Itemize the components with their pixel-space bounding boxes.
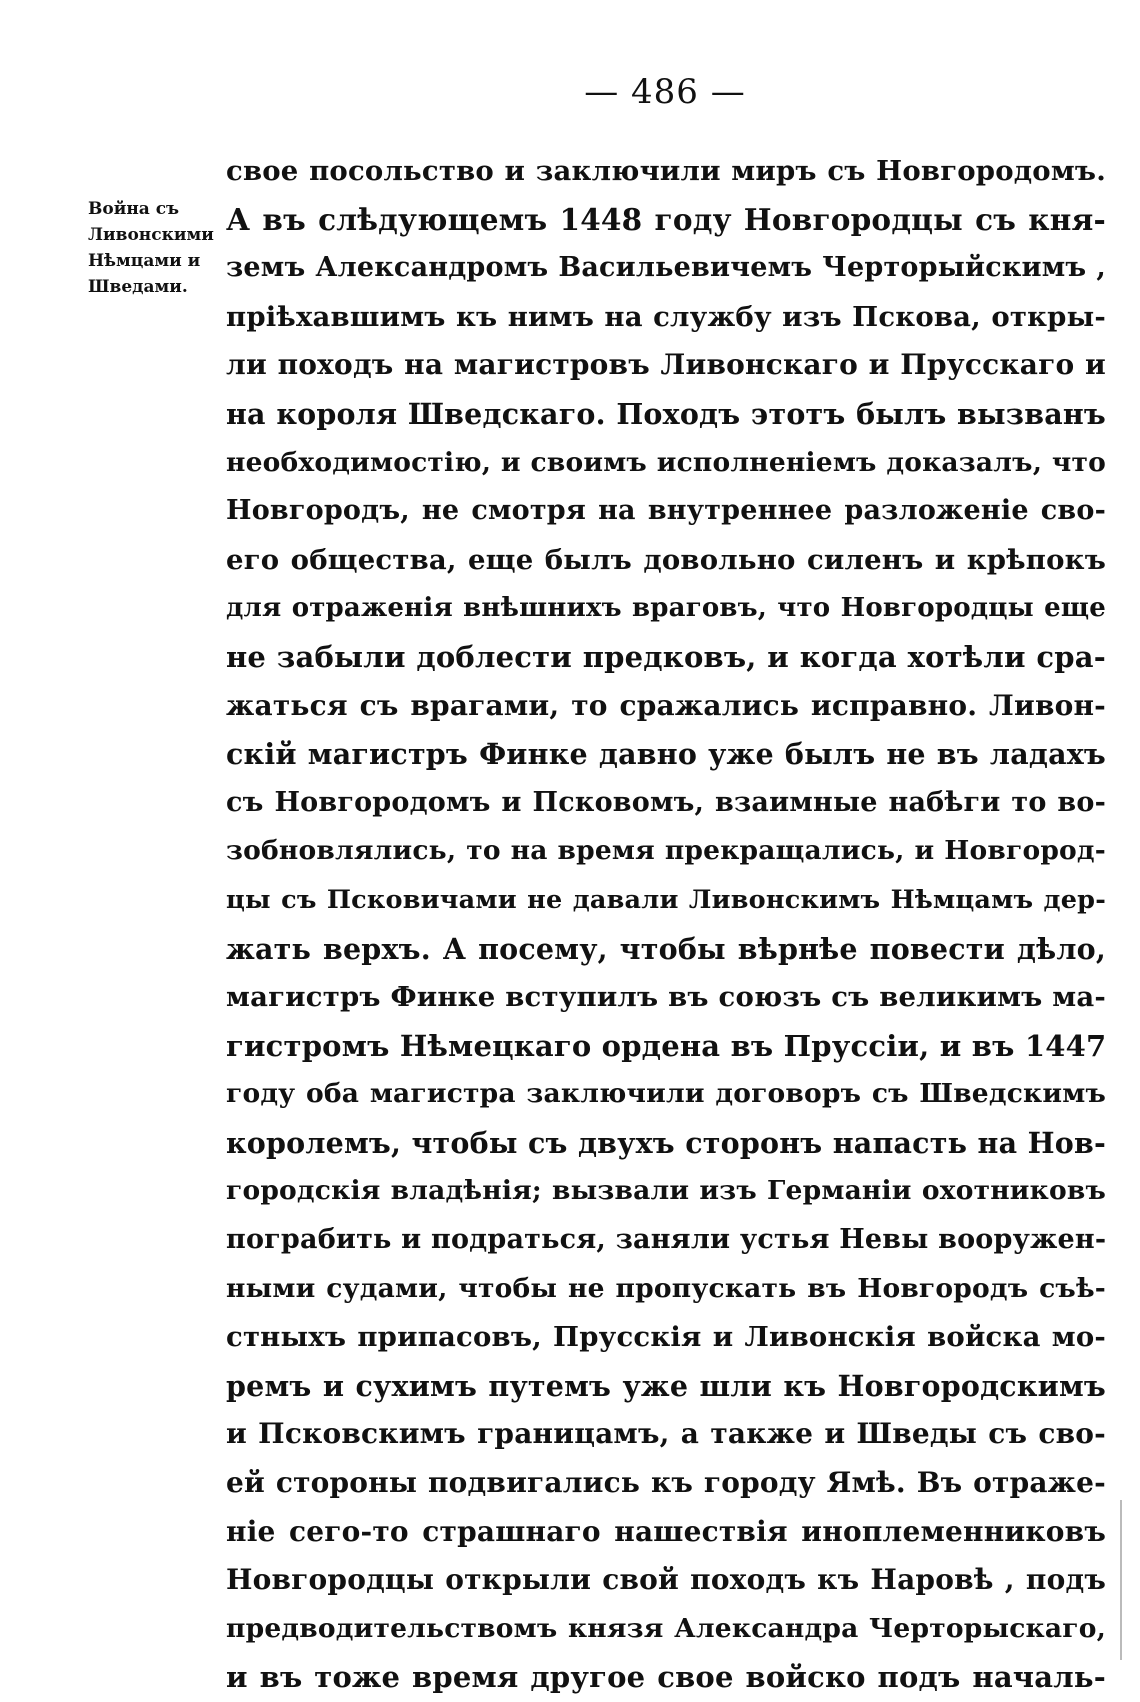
marginal-note-line: Ливонскими <box>88 225 214 245</box>
text-line: предводительствомъ князя Александра Черторыскаго, <box>226 1612 1106 1644</box>
text-line: пріѣхавшимъ къ нимъ на службу изъ Пскова, откры- <box>226 300 1106 333</box>
marginal-note-line: Нѣмцами и <box>88 251 201 271</box>
text-line: королемъ, чтобы съ двухъ сторонъ напасть на Нов- <box>226 1125 1106 1160</box>
page-number: — 486 — <box>584 72 746 112</box>
text-line: городскія владѣнія; вызвали изъ Германіи охотниковъ <box>226 1175 1106 1207</box>
marginal-note <box>88 196 238 300</box>
text-line: ли походъ на магистровъ Ливонскаго и Прусскаго и <box>226 348 1106 382</box>
text-line: земъ Александромъ Васильевичемъ Черторыйскимъ , <box>226 252 1106 284</box>
text-line: жать верхъ. А посему, чтобы вѣрнѣе повести дѣло, <box>226 931 1106 966</box>
text-line: пограбить и подраться, заняли устья Невы вооружен- <box>226 1224 1107 1256</box>
text-line: гистромъ Нѣмецкаго ордена въ Пруссіи, и въ 1447 <box>226 1028 1107 1063</box>
text-line: скій магистръ Финке давно уже былъ не въ ладахъ <box>226 737 1106 772</box>
text-line: Новгородъ, не смотря на внутреннее разложеніе сво- <box>226 495 1106 527</box>
text-line: магистръ Финке вступилъ въ союзъ съ великимъ ма- <box>226 981 1106 1014</box>
text-line: его общества, еще былъ довольно силенъ и крѣпокъ <box>226 543 1106 576</box>
text-line: зобновлялись, то на время прекращались, и Новгород- <box>226 835 1106 867</box>
text-line: съ Новгородомъ и Псковомъ, взаимные набѣги то во- <box>226 786 1106 818</box>
body-text <box>226 147 1106 1702</box>
marginal-note-line: Шведами. <box>88 277 188 297</box>
text-line: цы съ Псковичами не давали Ливонскимъ Нѣмцамъ дер- <box>226 884 1106 915</box>
text-line: и въ тоже время другое свое войско подъ началь- <box>226 1660 1106 1695</box>
text-line: ными судами, чтобы не пропускать въ Новгородъ съѣ- <box>226 1272 1106 1304</box>
text-line: необходимостію, и своимъ исполненіемъ доказалъ, что <box>226 446 1106 478</box>
text-line: для отраженія внѣшнихъ враговъ, что Новгородцы еще <box>226 593 1106 624</box>
text-line: на короля Шведскаго. Походъ этотъ былъ вызванъ <box>226 396 1106 431</box>
text-line: А въ слѣдующемъ 1448 году Новгородцы съ кня- <box>226 201 1106 237</box>
text-line: и Псковскимъ границамъ, а также и Шведы съ сво- <box>226 1417 1106 1451</box>
scan-edge-line <box>1120 1500 1122 1660</box>
text-line: ніе сего-то страшнаго нашествія иноплеменниковъ <box>226 1514 1106 1548</box>
text-line: жаться съ врагами, то сражались исправно. Ливон- <box>226 688 1106 722</box>
text-line: Новгородцы открыли свой походъ къ Наровѣ , подъ <box>226 1563 1106 1597</box>
text-line: ей стороны подвигались къ городу Ямѣ. Въ отраже- <box>226 1466 1106 1500</box>
text-line: не забыли доблести предковъ, и когда хотѣли сра- <box>226 639 1106 674</box>
text-line: году оба магистра заключили договоръ съ Шведскимъ <box>226 1078 1106 1110</box>
text-line: стныхъ припасовъ, Прусскія и Ливонскія войска мо- <box>226 1321 1106 1354</box>
text-line: свое посольство и заключили миръ съ Новгородомъ. <box>226 155 1106 187</box>
marginal-note-line: Война съ <box>88 199 180 219</box>
text-line: ремъ и сухимъ путемъ уже шли къ Новгородскимъ <box>226 1368 1106 1403</box>
